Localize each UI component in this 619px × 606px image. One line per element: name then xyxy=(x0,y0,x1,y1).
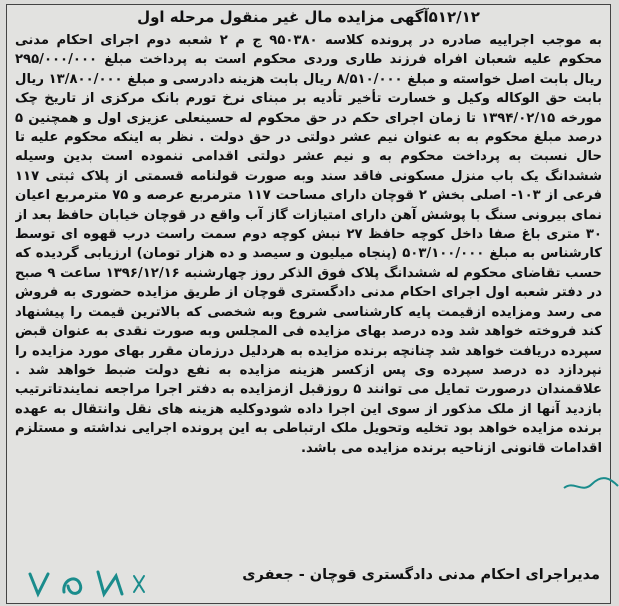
handwritten-number xyxy=(18,564,158,602)
notice-body: به موجب اجراییه صادره در پرونده کلاسه ۹۵۰۳۸۰ ج م ۲ شعبه دوم اجرای احکام مدنی محکوم علیه شعبان افراه فرزند طاری وردی محکوم است به پرداخت مبلغ ۲۹۵/۰۰۰/۰۰۰ ریال بابت اصل خواسته و مبلغ ۸/۵۱۰/۰۰۰ ریال بابت هزینه دادرسی و مبلغ ۱۳/۸۰۰/۰۰۰ ریال بابت حق الوکاله وکیل و خسارت تأخیر تأدیه بر مبنای نرخ تورم بانک مرکزی از تاریخ چک مورخه ۱۳۹۴/۰۲/۱۵ تا زمان اجرای حکم در حق محکوم له حسینعلی عزیزی اول و همچنین ۵ درصد مبلغ محکوم به به عنوان نیم عشر دولتی در حق دولت . نظر به اینکه محکوم علیه تا حال نسبت به پرداخت محکوم به و نیم عشر دولتی اقدامی ننموده است بدین وسیله ششدانگ یک باب منزل مسکونی فاقد سند وبه صورت قولنامه قسمتی از پلاک ثبتی ۱۱۷ فرعی از ۱۰۳- اصلی بخش ۲ قوچان دارای مساحت ۱۱۷ مترمربع عرصه و ۷۵ مترمربع اعیان نمای بیرونی سنگ با پوشش آهن دارای امتیازات گاز آب واقع در قوچان خیابان حافظ بعد از ۳۰ متری باغ صفا داخل کوچه حافظ ۲۷ نبش کوچه دوم سمت راست درب قهوه ای توسط کارشناس به مبلغ ۵۰۳/۱۰۰/۰۰۰ (پنجاه میلیون و سیصد و ده هزار تومان) ارزیابی گردیده که حسب تقاضای محکوم له ششدانگ پلاک فوق الذکر روز چهارشنبه ۱۳۹۶/۱۲/۱۶ ساعت ۹ صبح در دفتر شعبه اول اجرای احکام مدنی دادگستری قوچان از طریق مزایده حضوری به فروش می رسد ومزایده ازقیمت پایه کارشناسی شروع وبه شخصی که بالاترین قیمت را پیشنهاد کند فروخته خواهد شد وده درصد بهای مزایده فی المجلس وبه صورت نقدی به عنوان قبض سپرده دریافت خواهد شد چنانچه برنده مزایده به هردلیل درزمان مقرر بهای مورد مزایده را نپردازد ده درصد سپرده وی پس ازکسر هزینه مزایده به نفع دولت ضبط خواهد شد . علاقمندان درصورت تمایل می توانند ۵ روزقبل ازمزایده به دفتر اجرا مراجعه نمایندتاترتیب بازدید آنها از ملک مذکور از سوی این اجرا داده شودوکلیه هزینه های نقل وانتقال به عهده برنده مزایده خواهد بود تخلیه وتحویل ملک ارتباطی به این پرونده اجرایی نداشته و مستلزم اقدامات قانونی ازناحیه برنده مزایده می باشد. xyxy=(15,33,602,456)
pen-mark-icon xyxy=(560,470,619,500)
notice-frame xyxy=(6,4,611,604)
notice-signature: مدیراجرای احکام مدنی دادگستری قوچان - جعفری xyxy=(242,567,600,583)
notice-title: ۵۱۲/۱۲آگهی مزایده مال غیر منقول مرحله اول xyxy=(137,8,480,26)
